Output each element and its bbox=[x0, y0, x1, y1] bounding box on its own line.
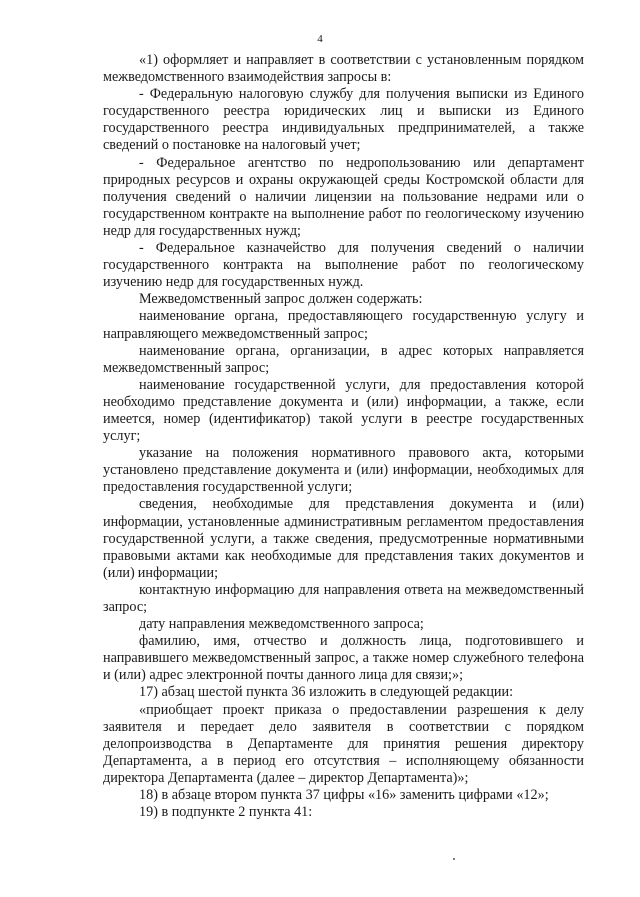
paragraph: наименование органа, организации, в адрес которых направляется межведомственный запрос; bbox=[103, 342, 584, 376]
document-body bbox=[103, 52, 584, 821]
paragraph: «1) оформляет и направляет в соответствии с установленным порядком межведомственного взаимодействия запросы в: bbox=[103, 52, 584, 86]
paragraph: Межведомственный запрос должен содержать: bbox=[139, 291, 423, 308]
paragraph: дату направления межведомственного запроса; bbox=[139, 616, 424, 633]
paragraph: сведения, необходимые для представления документа и (или) информации, установленные административным регламентом предоставления государственной услуги, а также сведения, предусмотренные нормативными правовыми актами как необходимые для представления таких документов и (или) информации; bbox=[103, 496, 584, 581]
paragraph: 18) в абзаце втором пункта 37 цифры «16» заменить цифрами «12»; bbox=[139, 787, 549, 804]
paragraph: фамилию, имя, отчество и должность лица, подготовившего и направившего межведомственный запрос, а также номер служебного телефона и (или) адрес электронной почты данного лица для связи;»; bbox=[103, 633, 584, 684]
page-number: 4 bbox=[317, 33, 323, 45]
paragraph: наименование государственной услуги, для предоставления которой необходимо представление документа и (или) информации, а также, если имеется, номер (идентификатор) такой услуги в реестре государственных услуг; bbox=[103, 376, 584, 445]
paragraph: указание на положения нормативного правового акта, которыми установлено представление документа и (или) информации, необходимых для предоставления государственной услуги; bbox=[103, 445, 584, 496]
paragraph: - Федеральное агентство по недропользованию или департамент природных ресурсов и охраны окружающей среды Костромской области для получения сведений о наличии лицензии на пользование недрами или о государственном контракте на выполнение работ по геологическому изучению недр для государственных нужд; bbox=[103, 154, 584, 239]
scan-speck bbox=[453, 858, 455, 860]
paragraph: контактную информацию для направления ответа на межведомственный запрос; bbox=[103, 581, 584, 615]
paragraph: - Федеральное казначейство для получения сведений о наличии государственного контракта на выполнение работ по геологическому изучению недр для государственных нужд. bbox=[103, 240, 584, 291]
paragraph: 19) в подпункте 2 пункта 41: bbox=[139, 804, 313, 821]
paragraph: - Федеральную налоговую службу для получения выписки из Единого государственного реестра юридических лиц и выписки из Единого государственного реестра индивидуальных предпринимателей, а также сведений о постановке на налоговый учет; bbox=[103, 86, 584, 154]
paragraph: «приобщает проект приказа о предоставлении разрешения к делу заявителя и передает дело заявителя в соответствии с порядком делопроизводства в Департаменте для принятия решения директору Департамента, а в период его отсутствия – исполняющему обязанности директора Департамента (далее – директор Департамента)»; bbox=[103, 701, 584, 786]
paragraph: наименование органа, предоставляющего государственную услугу и направляющего межведомственный запрос; bbox=[103, 308, 584, 342]
paragraph: 17) абзац шестой пункта 36 изложить в следующей редакции: bbox=[139, 684, 514, 701]
